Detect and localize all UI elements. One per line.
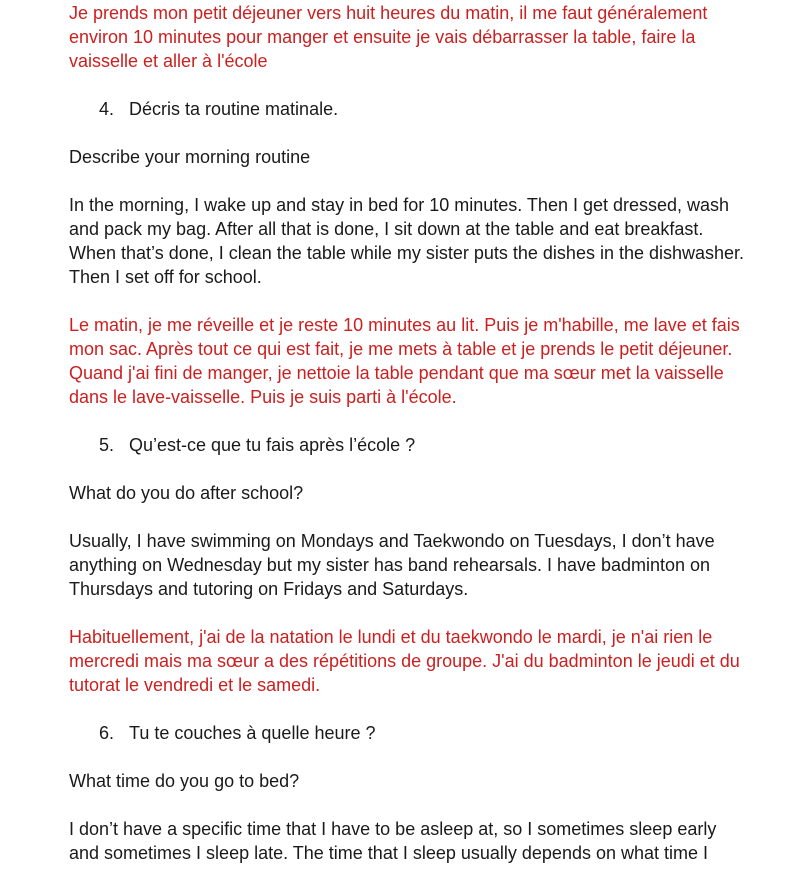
document-page xyxy=(69,1,769,889)
question-4 xyxy=(69,97,769,121)
french-answer-4: Le matin, je me réveille et je reste 10 minutes au lit. Puis je m'habille, me lave et fais mon sac. Après tout ce qui est fait, je me mets à table et je prends le petit déjeuner. Quand j'ai fini de manger, je nettoie la table pendant que ma sœur met la vaisselle dans le lave-vaisselle. Puis je suis parti à l'école. xyxy=(69,315,740,407)
english-question-5: What do you do after school? xyxy=(69,483,304,503)
question-6 xyxy=(69,721,769,745)
question-number: 5. xyxy=(99,435,115,455)
question-text: Tu te couches à quelle heure ? xyxy=(129,723,376,743)
english-answer-6: I don’t have a specific time that I have to be asleep at, so I sometimes sleep early and sometimes I sleep late. The time that I sleep usually depends on what time I xyxy=(69,819,717,863)
question-text: Qu’est-ce que tu fais après l’école ? xyxy=(129,435,416,455)
english-question-6: What time do you go to bed? xyxy=(69,771,300,791)
english-answer-5: Usually, I have swimming on Mondays and Taekwondo on Tuesdays, I don’t have anything on Wednesday but my sister has band rehearsals. I have badminton on Thursdays and tutoring on Fridays and Saturdays. xyxy=(69,531,715,599)
question-number: 4. xyxy=(99,99,115,119)
question-5 xyxy=(69,433,769,457)
english-answer-4: In the morning, I wake up and stay in bed for 10 minutes. Then I get dressed, wash and pack my bag. After all that is done, I sit down at the table and eat breakfast. When that’s done, I clean the table while my sister puts the dishes in the dishwasher. Then I set off for school. xyxy=(69,195,745,287)
question-text: Décris ta routine matinale. xyxy=(129,99,339,119)
french-answer-5: Habituellement, j'ai de la natation le lundi et du taekwondo le mardi, je n'ai rien le mercredi mais ma sœur a des répétitions de groupe. J'ai du badminton le jeudi et du tutorat le vendredi et le samedi. xyxy=(69,627,740,695)
english-question-4: Describe your morning routine xyxy=(69,147,311,167)
question-number: 6. xyxy=(99,723,115,743)
french-answer-3: Je prends mon petit déjeuner vers huit heures du matin, il me faut généralement environ 10 minutes pour manger et ensuite je vais débarrasser la table, faire la vaisselle et aller à l'école xyxy=(69,3,708,71)
